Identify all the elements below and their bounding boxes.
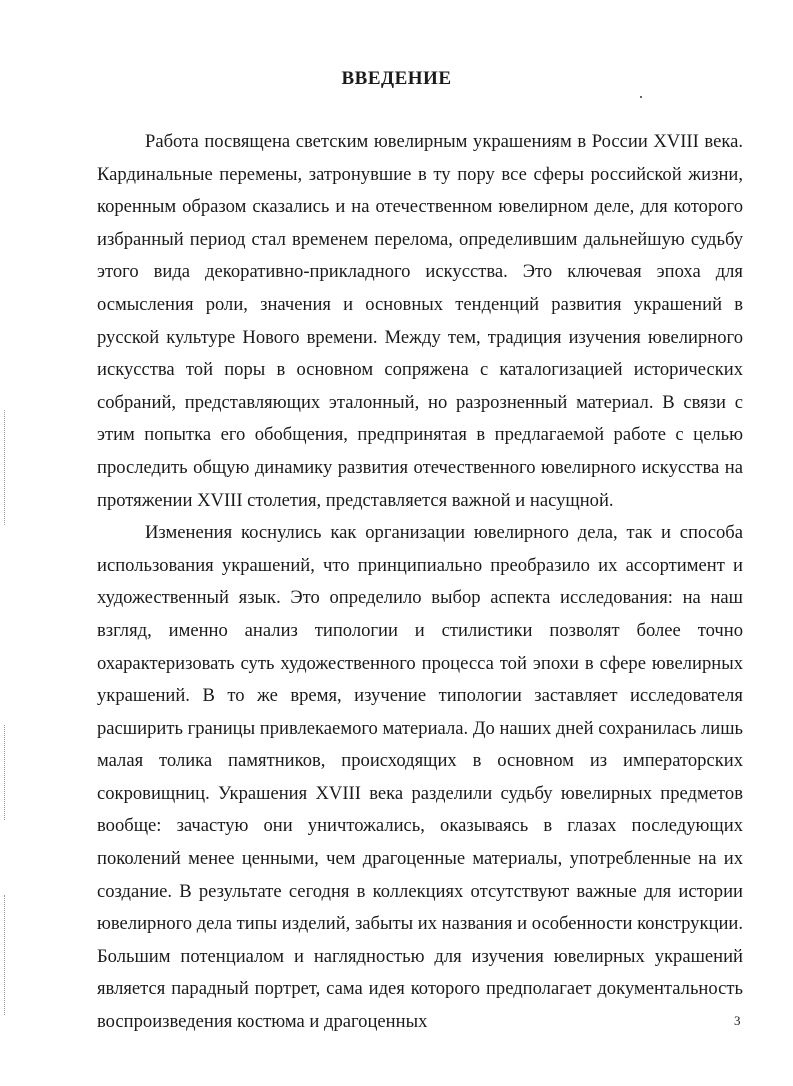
scan-edge-mark	[4, 725, 11, 820]
paragraph-1: Работа посвящена светским ювелирным украшениям в России XVIII века. Кардинальные перемены, затронувшие в ту пору все сферы российской жизни, коренным образом сказались и на отечественном ювелирном деле, для которого избранный период стал временем перелома, определившим дальнейшую судьбу этого вида декоративно-прикладного искусства. Это ключевая эпоха для осмысления роли, значения и основных тенденций развития украшений в русской культуре Нового времени. Между тем, традиция изучения ювелирного искусства той поры в основном сопряжена с каталогизацией исторических собраний, представляющих эталонный, но разрозненный материал. В связи с этим попытка его обобщения, предпринятая в предлагаемой работе с целью проследить общую динамику развития отечественного ювелирного искусства на протяжении XVIII столетия, представляется важной и насущной.	[97, 131, 743, 511]
paragraph-2: Изменения коснулись как организации ювелирного дела, так и способа использования украшений, что принципиально преобразило их ассортимент и художественный язык. Это определило выбор аспекта исследования: на наш взгляд, именно анализ типологии и стилистики позволят более точно охарактеризовать суть художественного процесса той эпохи в сфере ювелирных украшений. В то же время, изучение типологии заставляет исследователя расширить границы привлекаемого материала. До наших дней сохранилась лишь малая толика памятников, происходящих в основном из императорских сокровищниц. Украшения XVIII века разделили судьбу ювелирных предметов вообще: зачастую они уничтожались, оказываясь в глазах последующих поколений менее ценными, чем драгоценные материалы, употребленные на их создание. В результате сегодня в коллекциях отсутствуют важные для истории ювелирного дела типы изделий, забыты их названия и особенности конструкции. Большим потенциалом и наглядностью для изучения ювелирных украшений является парадный портрет, сама идея которого предполагает документальность воспроизведения костюма и драгоценных	[97, 522, 743, 1033]
scan-edge-mark	[4, 895, 11, 1015]
page-number: 3	[734, 1013, 741, 1028]
scan-edge-mark	[4, 410, 11, 525]
scan-speck	[640, 96, 642, 98]
document-body	[97, 126, 743, 1039]
page-title: ВВЕДЕНИЕ	[341, 68, 452, 89]
